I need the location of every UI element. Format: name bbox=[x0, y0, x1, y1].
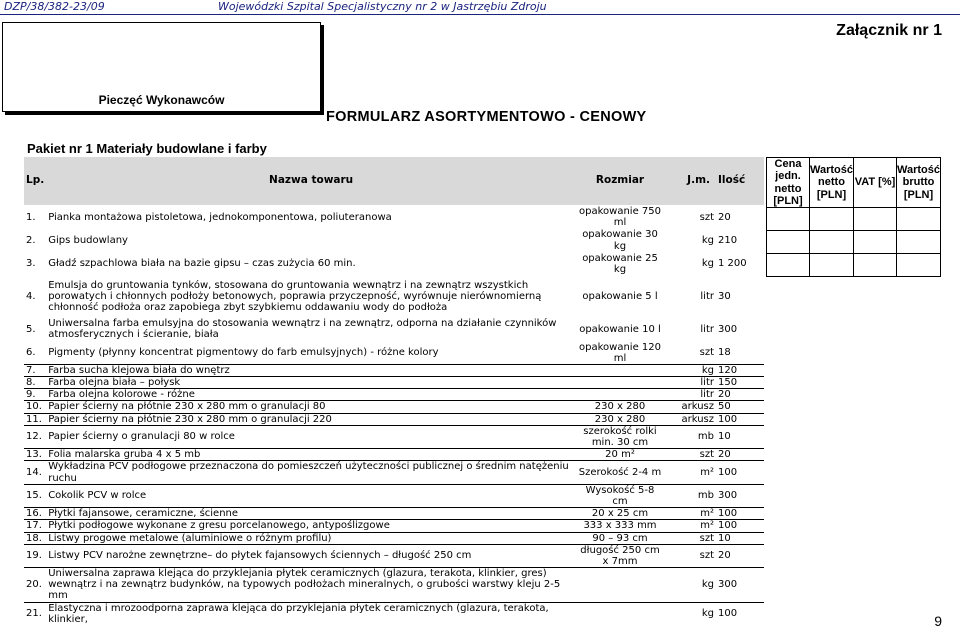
hospital-name: Wojewódzki Szpital Specjalistyczny nr 2 w Jastrzębiu Zdroju bbox=[218, 0, 547, 13]
row-size bbox=[576, 364, 664, 376]
row-lp: 5. bbox=[24, 318, 46, 341]
table-row bbox=[24, 252, 764, 275]
table-row bbox=[24, 401, 764, 413]
row-size: opakowanie 30 kg bbox=[576, 229, 664, 252]
table-row bbox=[24, 377, 764, 389]
row-unit: szt bbox=[664, 544, 716, 567]
row-name: Płytki podłogowe wykonane z gresu porcelanowego, antypoślizgowe bbox=[46, 520, 576, 532]
row-name: Emulsja do gruntowania tynków, stosowana do gruntowania wewnątrz i na zewnątrz wszystkich porowatych i chłonnych podłoży betonowych, poprawia przyczepność, wyrównuje nierównomierną chłonność podłoża oraz zapobiega zbyt szybkiemu oddawaniu wody do podłoża bbox=[46, 276, 576, 318]
row-size: 230 x 280 bbox=[576, 401, 664, 413]
row-name: Wykładzina PCV podłogowe przeznaczona do pomieszczeń użyteczności publicznej o średnim natężeniu ruchu bbox=[46, 461, 576, 484]
row-name: Płytki fajansowe, ceramiczne, ścienne bbox=[46, 508, 576, 520]
row-lp: 9. bbox=[24, 389, 46, 401]
table-row bbox=[24, 425, 764, 448]
contractor-stamp-box bbox=[2, 22, 321, 112]
col-name: Nazwa towaru bbox=[46, 157, 576, 206]
row-unit: m² bbox=[664, 461, 716, 484]
row-size: opakowanie 10 l bbox=[576, 318, 664, 341]
row-name: Papier ścierny na płótnie 230 x 280 mm o granulacji 220 bbox=[46, 413, 576, 425]
row-unit: mb bbox=[664, 484, 716, 507]
row-unit: arkusz bbox=[664, 401, 716, 413]
row-unit: arkusz bbox=[664, 413, 716, 425]
page-header bbox=[0, 0, 960, 14]
row-size: 20 x 25 cm bbox=[576, 508, 664, 520]
row-qty: 20 bbox=[716, 449, 764, 461]
row-qty: 30 bbox=[716, 276, 764, 318]
row-qty: 20 bbox=[716, 544, 764, 567]
row-lp: 18. bbox=[24, 532, 46, 544]
row-lp: 14. bbox=[24, 461, 46, 484]
empty-cell bbox=[810, 231, 854, 254]
row-name: Elastyczna i mrozoodporna zaprawa klejąca do przyklejania płytek ceramicznych (glazura, terakota, klinkier, bbox=[46, 602, 576, 625]
row-size bbox=[576, 377, 664, 389]
row-name: Papier ścierny na płótnie 230 x 280 mm o granulacji 80 bbox=[46, 401, 576, 413]
row-lp: 11. bbox=[24, 413, 46, 425]
row-qty: 100 bbox=[716, 520, 764, 532]
row-name: Folia malarska gruba 4 x 5 mb bbox=[46, 449, 576, 461]
col-qty: Ilość bbox=[716, 157, 764, 206]
row-name: Cokolik PCV w rolce bbox=[46, 484, 576, 507]
row-unit: litr bbox=[664, 377, 716, 389]
annex-label: Załącznik nr 1 bbox=[836, 22, 942, 39]
row-unit: litr bbox=[664, 318, 716, 341]
row-size: Wysokość 5-8 cm bbox=[576, 484, 664, 507]
package-title: Pakiet nr 1 Materiały budowlane i farby bbox=[27, 141, 267, 156]
row-unit: szt bbox=[664, 206, 716, 229]
row-unit: litr bbox=[664, 276, 716, 318]
row-size: opakowanie 120 ml bbox=[576, 341, 664, 364]
col-unit: J.m. bbox=[664, 157, 716, 206]
form-title: FORMULARZ ASORTYMENTOWO - CENOWY bbox=[326, 109, 647, 125]
row-size: długość 250 cm x 7mm bbox=[576, 544, 664, 567]
row-qty: 100 bbox=[716, 508, 764, 520]
table-row bbox=[24, 532, 764, 544]
empty-cell bbox=[897, 254, 941, 277]
row-qty: 1 200 bbox=[716, 252, 764, 275]
table-row bbox=[24, 364, 764, 376]
table-row bbox=[24, 318, 764, 341]
row-lp: 7. bbox=[24, 364, 46, 376]
empty-cell bbox=[854, 254, 897, 277]
row-lp: 1. bbox=[24, 206, 46, 229]
empty-cell bbox=[767, 254, 810, 277]
col-size: Rozmiar bbox=[576, 157, 664, 206]
document-reference: DZP/38/382-23/09 bbox=[4, 0, 105, 13]
row-size: szerokość rolki min. 30 cm bbox=[576, 425, 664, 448]
row-qty: 300 bbox=[716, 484, 764, 507]
row-qty: 100 bbox=[716, 461, 764, 484]
table-row bbox=[24, 461, 764, 484]
row-unit: szt bbox=[664, 341, 716, 364]
row-lp: 21. bbox=[24, 602, 46, 625]
row-name: Listwy progowe metalowe (aluminiowe o różnym profilu) bbox=[46, 532, 576, 544]
row-unit: szt bbox=[664, 449, 716, 461]
table-row bbox=[24, 544, 764, 567]
row-lp: 2. bbox=[24, 229, 46, 252]
row-name: Listwy PCV narożne zewnętrzne– do płytek fajansowych ściennych – długość 250 cm bbox=[46, 544, 576, 567]
header-divider bbox=[0, 14, 960, 15]
table-row bbox=[24, 206, 764, 229]
row-qty: 18 bbox=[716, 341, 764, 364]
empty-cell bbox=[897, 208, 941, 231]
col-gross-value: Wartość brutto [PLN] bbox=[897, 158, 941, 208]
row-name: Gładź szpachlowa biała na bazie gipsu – czas zużycia 60 min. bbox=[46, 252, 576, 275]
col-net-value: Wartość netto [PLN] bbox=[810, 158, 854, 208]
row-unit: kg bbox=[664, 602, 716, 625]
row-size: 333 x 333 mm bbox=[576, 520, 664, 532]
table-row bbox=[24, 229, 764, 252]
row-qty: 20 bbox=[716, 389, 764, 401]
row-unit: litr bbox=[664, 389, 716, 401]
row-name: Uniwersalna farba emulsyjna do stosowania wewnątrz i na zewnątrz, odporna na działanie czynników atmosferycznych i ścieranie, biała bbox=[46, 318, 576, 341]
empty-cell bbox=[897, 231, 941, 254]
table-row bbox=[24, 413, 764, 425]
row-qty: 10 bbox=[716, 425, 764, 448]
table-row bbox=[24, 602, 764, 625]
row-unit: kg bbox=[664, 364, 716, 376]
row-name: Farba sucha klejowa biała do wnętrz bbox=[46, 364, 576, 376]
row-size: 230 x 280 bbox=[576, 413, 664, 425]
table-row bbox=[24, 276, 764, 318]
row-unit: m² bbox=[664, 508, 716, 520]
row-qty: 50 bbox=[716, 401, 764, 413]
row-qty: 10 bbox=[716, 532, 764, 544]
row-unit: szt bbox=[664, 532, 716, 544]
row-name: Pigmenty (płynny koncentrat pigmentowy do farb emulsyjnych) - różne kolory bbox=[46, 341, 576, 364]
empty-cell bbox=[810, 208, 854, 231]
row-lp: 16. bbox=[24, 508, 46, 520]
row-lp: 15. bbox=[24, 484, 46, 507]
row-size: opakowanie 25 kg bbox=[576, 252, 664, 275]
table-header-row bbox=[24, 157, 764, 206]
row-unit: kg bbox=[664, 229, 716, 252]
table-row bbox=[24, 520, 764, 532]
row-name: Gips budowlany bbox=[46, 229, 576, 252]
row-lp: 4. bbox=[24, 276, 46, 318]
row-unit: mb bbox=[664, 425, 716, 448]
row-size: opakowanie 750 ml bbox=[576, 206, 664, 229]
table-row bbox=[24, 484, 764, 507]
col-lp: Lp. bbox=[24, 157, 46, 206]
row-qty: 300 bbox=[716, 318, 764, 341]
empty-cell bbox=[810, 254, 854, 277]
table-row bbox=[24, 449, 764, 461]
row-size: 90 – 93 cm bbox=[576, 532, 664, 544]
row-lp: 3. bbox=[24, 252, 46, 275]
row-name: Uniwersalna zaprawa klejąca do przyklejania płytek ceramicznych (glazura, terakota, klinkier, gres) wewnątrz i na zewnątrz budynków, na typowych podłożach mineralnych, o grubości warstwy kleju 2-5 mm bbox=[46, 568, 576, 603]
row-qty: 210 bbox=[716, 229, 764, 252]
row-name: Farba olejna biała – połysk bbox=[46, 377, 576, 389]
row-size bbox=[576, 568, 664, 603]
row-qty: 100 bbox=[716, 602, 764, 625]
row-unit: kg bbox=[664, 568, 716, 603]
empty-cell bbox=[767, 231, 810, 254]
table-row bbox=[24, 341, 764, 364]
row-qty: 120 bbox=[716, 364, 764, 376]
row-unit: m² bbox=[664, 520, 716, 532]
page-number: 9 bbox=[934, 613, 942, 629]
price-table bbox=[24, 156, 764, 625]
row-lp: 17. bbox=[24, 520, 46, 532]
stamp-label: Pieczęć Wykonawców bbox=[98, 93, 225, 107]
price-columns-grid bbox=[766, 157, 941, 277]
row-name: Farba olejna kolorowe - różne bbox=[46, 389, 576, 401]
empty-cell bbox=[854, 231, 897, 254]
row-qty: 20 bbox=[716, 206, 764, 229]
row-lp: 12. bbox=[24, 425, 46, 448]
col-vat: VAT [%] bbox=[854, 158, 897, 208]
empty-cell bbox=[854, 208, 897, 231]
row-lp: 19. bbox=[24, 544, 46, 567]
table-body bbox=[24, 206, 764, 626]
empty-cell bbox=[767, 208, 810, 231]
row-unit: kg bbox=[664, 252, 716, 275]
row-lp: 13. bbox=[24, 449, 46, 461]
row-lp: 6. bbox=[24, 341, 46, 364]
row-size bbox=[576, 389, 664, 401]
row-name: Papier ścierny o granulacji 80 w rolce bbox=[46, 425, 576, 448]
row-qty: 150 bbox=[716, 377, 764, 389]
table-row bbox=[24, 508, 764, 520]
row-size: 20 m² bbox=[576, 449, 664, 461]
row-name: Pianka montażowa pistoletowa, jednokomponentowa, poliuteranowa bbox=[46, 206, 576, 229]
row-qty: 100 bbox=[716, 413, 764, 425]
row-lp: 20. bbox=[24, 568, 46, 603]
table-row bbox=[24, 568, 764, 603]
col-unit-price: Cena jedn. netto [PLN] bbox=[767, 158, 810, 208]
table-row bbox=[24, 389, 764, 401]
row-size: opakowanie 5 l bbox=[576, 276, 664, 318]
row-lp: 10. bbox=[24, 401, 46, 413]
row-lp: 8. bbox=[24, 377, 46, 389]
row-size: Szerokość 2-4 m bbox=[576, 461, 664, 484]
row-size bbox=[576, 602, 664, 625]
row-qty: 300 bbox=[716, 568, 764, 603]
